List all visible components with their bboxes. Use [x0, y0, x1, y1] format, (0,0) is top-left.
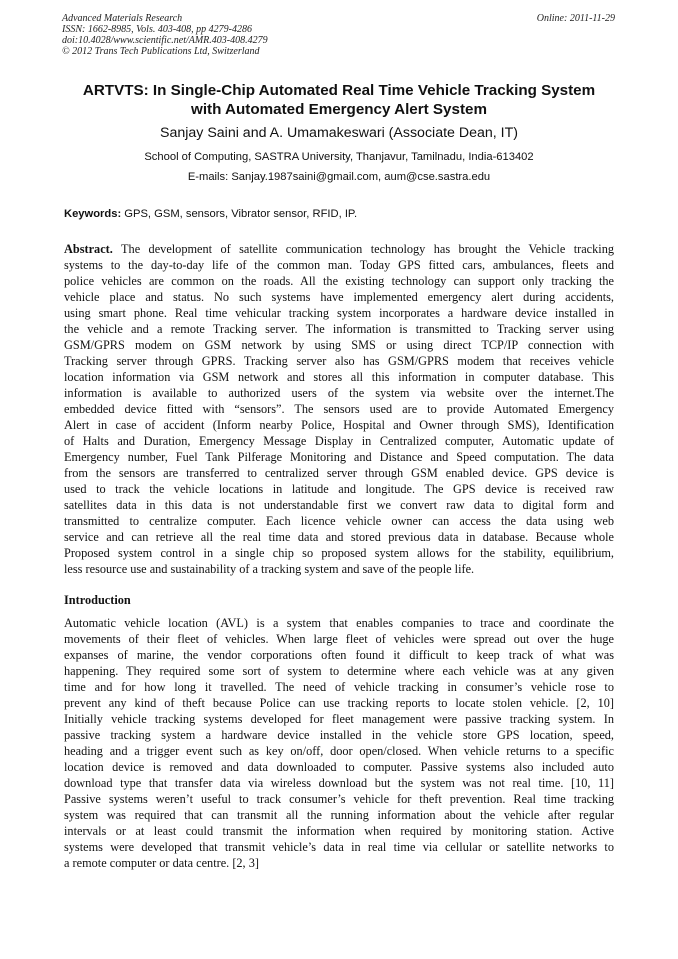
introduction-body	[64, 615, 614, 871]
intro-line: a remote computer or data centre. [2, 3]	[64, 856, 259, 870]
abstract-line: satellites data in this data is not understandable first we convert raw data to digital form and	[64, 498, 614, 512]
intro-line: happening. They required some sort of system to determine where each vehicle was at any given	[64, 664, 614, 678]
intro-line: system was required that can transmit all the running information about the vehicle after regular	[64, 808, 614, 822]
abstract-line: used to track the vehicle locations in latitude and longitude. The GPS device is received raw	[64, 482, 614, 496]
intro-line: intervals or at least could transmit the information when required by monitoring station. Active	[64, 824, 614, 838]
abstract-line: Tracking server through GPRS. Tracking server also has GSM/GPRS modem that receives vehicle	[64, 354, 614, 368]
abstract-line: using smart phone. Real time vehicular tracking system incorporates a hardware device installed in	[64, 306, 614, 320]
title-line: with Automated Emergency Alert System	[191, 101, 487, 118]
abstract-label: Abstract.	[64, 242, 113, 256]
keywords-text: GPS, GSM, sensors, Vibrator sensor, RFID, IP.	[121, 208, 358, 220]
intro-line: Passive systems weren’t useful to track consumer’s vehicle for theft prevention. Real time tracking	[64, 792, 614, 806]
abstract-line: vehicle place and status. No such systems have implemented emergency alert during accidents,	[64, 290, 614, 304]
journal-name: Advanced Materials Research	[62, 13, 183, 24]
affiliation: School of Computing, SASTRA University, Thanjavur, Tamilnadu, India-613402	[144, 151, 534, 163]
intro-line: Automatic vehicle location (AVL) is a system that enables companies to trace and coordinate the	[64, 616, 614, 630]
intro-line: movements of their fleet of vehicles. When large fleet of vehicles were spread out over the huge	[64, 632, 614, 646]
intro-line: Initially vehicle tracking systems developed for fleet management were passive tracking system. In	[64, 712, 614, 726]
intro-line: expanses of marine, the vendor corporations often found it difficult to keep track of what was	[64, 648, 614, 662]
authors: Sanjay Saini and A. Umamakeswari (Associate Dean, IT)	[160, 125, 518, 141]
intro-line: heading and a trigger event such as key on/off, door open/closed. When vehicle returns to a specific	[64, 744, 614, 758]
doi-line: doi:10.4028/www.scientific.net/AMR.403-408.4279	[62, 35, 268, 46]
abstract-line: police vehicles are common on the roads. All the existing technology can support only tracking the	[64, 274, 614, 288]
abstract-line: embedded device fitted with “sensors”. The sensors used are to provide Automated Emergency	[64, 402, 614, 416]
abstract-line: transmitted to centralize computer. Each licence vehicle owner can access the data using web	[64, 514, 614, 528]
abstract-line: Alert in case of accident (Inform nearby Police, Hospital and Owner through SMS), Identification	[64, 418, 614, 432]
intro-line: passive tracking system a hardware device installed in the vehicle store GPS location, speed,	[64, 728, 614, 742]
copyright-line: © 2012 Trans Tech Publications Ltd, Switzerland	[62, 46, 260, 57]
title-line: ARTVTS: In Single-Chip Automated Real Time Vehicle Tracking System	[82, 82, 596, 99]
intro-line: location device is removed and data downloaded to computer. Passive systems also included auto	[64, 760, 614, 774]
keywords	[64, 207, 357, 221]
journal-header	[62, 13, 615, 57]
introduction-heading: Introduction	[64, 593, 131, 607]
abstract-line: Proposed system control in a single chip so proposed system allows for the stability, equilibrium,	[64, 546, 614, 560]
intro-line: download type that transfer data via wireless download but the system was not real time. [10, 11]	[64, 776, 614, 790]
abstract-line: information is available to authorized users of the system via website over the internet.The	[64, 386, 614, 400]
intro-line: time and for how long it travelled. The need of vehicle tracking in consumer’s vehicle rose to	[64, 680, 614, 694]
keywords-label: Keywords:	[64, 208, 122, 220]
abstract-line: of Halts and Duration, Emergency Message Display in Centralized computer, Automatic update of	[64, 434, 614, 448]
intro-line: systems were developed that transmit vehicle’s data in real time via cellular or satellite networks to	[64, 840, 614, 854]
abstract-line: systems to the day-to-day life of the common man. Today GPS fitted cars, ambulances, fleets and	[64, 258, 614, 272]
emails: E-mails: Sanjay.1987saini@gmail.com, aum@cse.sastra.edu	[187, 171, 491, 183]
issn-line: ISSN: 1662-8985, Vols. 403-408, pp 4279-4286	[62, 24, 252, 35]
paper-title	[40, 81, 638, 119]
abstract-line: from the sensors are transferred to centralized server through GSM enabled device. GPS device is	[64, 466, 614, 480]
abstract-line: service and can retrieve all the real time data and stored previous data in database. Because whole	[64, 530, 614, 544]
online-date: Online: 2011-11-29	[536, 13, 615, 24]
abstract-line: the vehicle and a remote Tracking server. The information is transmitted to Tracking server using	[64, 322, 614, 336]
abstract-line: Emergency number, Fuel Tank Pilferage Monitoring and Distance and Speed computation. The data	[64, 450, 614, 464]
abstract-line: location information via GSM network and stores all this information in computer database. This	[64, 370, 614, 384]
abstract-line: less resource use and sustainability of a tracking system and save of the people life.	[64, 562, 475, 576]
intro-line: prevent any kind of theft because Police can use tracking reports to locate stolen vehicle. [2, 10]	[64, 696, 614, 710]
abstract	[64, 241, 614, 577]
abstract-line: GSM/GPRS modem on GSM network by using SMS or using direct TCP/IP connection with	[64, 338, 614, 352]
abstract-line: Abstract. The development of satellite communication technology has brought the Vehicle tracking	[64, 242, 614, 256]
